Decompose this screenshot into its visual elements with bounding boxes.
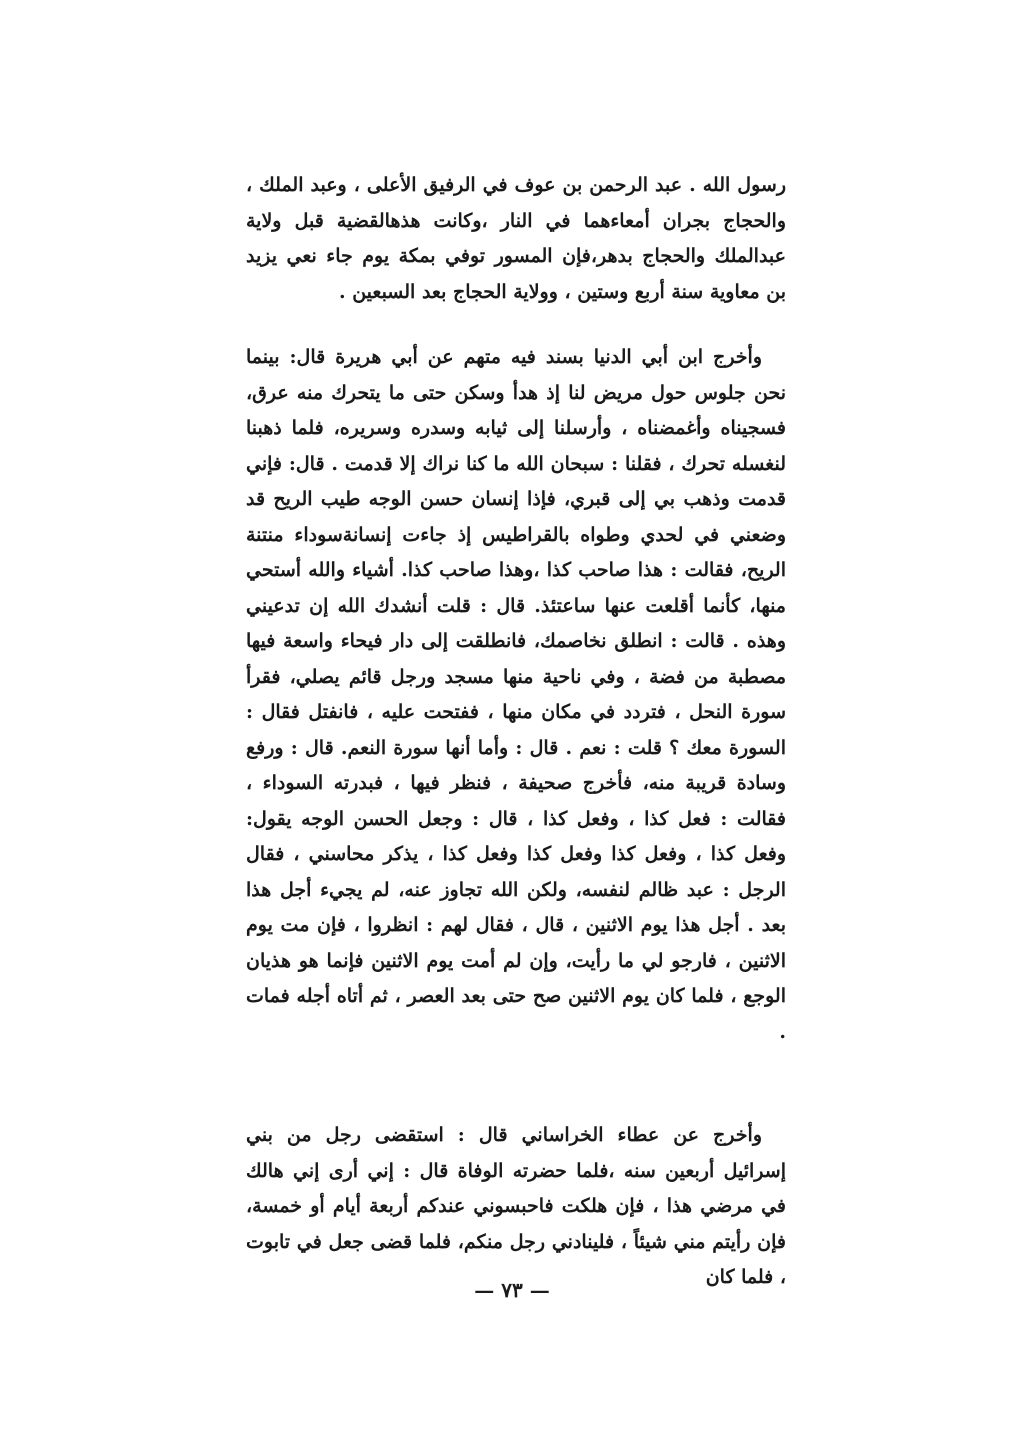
paragraph-2: وأخرج ابن أبي الدنيا بسند فيه متهم عن أبي هريرة قال: بينما نحن جلوس حول مريض لنا إذ هدأ وسكن حتى ما يتحرك منه عرق، فسجيناه وأغمضناه ، وأرسلنا إلى ثيابه وسدره وسريره، فلما ذهبنا لنغسله تحرك ، فقلنا : سبحان الله ما كنا نراك إلا قدمت . قال: فإني قدمت وذهب بي إلى قبري، فإذا إنسان حسن الوجه طيب الريح قد وضعني في لحدي وطواه بالقراطيس إذ جاءت إنسانةسوداء منتنة الريح، فقالت : هذا صاحب كذا ،وهذا صاحب كذا. أشياء والله أستحي منها، كأنما أقلعت عنها ساعتئذ. قال : قلت أنشدك الله إن تدعيني وهذه . قالت : انطلق نخاصمك، فانطلقت إلى دار فيحاء واسعة فيها مصطبة من فضة ، وفي ناحية منها مسجد ورجل قائم يصلي، فقرأ سورة النحل ، فتردد في مكان منها ، ففتحت عليه ، فانفتل فقال : السورة معك ؟ قلت : نعم . قال : وأما أنها سورة النعم. قال : ورفع وسادة قريبة منه، فأخرج صحيفة ، فنظر فيها ، فبدرته السوداء ، فقالت : فعل كذا ، وفعل كذا ، قال : وجعل الحسن الوجه يقول: وفعل كذا ، وفعل كذا وفعل كذا وفعل كذا ، يذكر محاسني ، فقال الرجل : عبد ظالم لنفسه، ولكن الله تجاوز عنه، لم يجيء أجل هذا بعد . أجل هذا يوم الاثنين ، قال ، فقال لهم : انظروا ، فإن مت يوم الاثنين ، فارجو لي ما رأيت، وإن لم أمت يوم الاثنين فإنما هو هذيان الوجع ، فلما كان يوم الاثنين صح حتى بعد العصر ، ثم أتاه أجله فمات . bbox=[246, 346, 786, 1043]
paragraph-3: وأخرج عن عطاء الخراساني قال : استقضى رجل من بني إسرائيل أربعين سنه ،فلما حضرته الوفاة قال : إني أرى إني هالك في مرضي هذا ، فإن هلكت فاحبسوني عندكم أربعة أيام أو خمسة، فإن رأيتم مني شيئاً ، فلينادني رجل منكم، فلما قضى جعل في تابوت ، فلما كان bbox=[246, 1124, 786, 1288]
page-number: — ٧٣ — bbox=[474, 1278, 550, 1302]
paragraph-1: رسول الله . عبد الرحمن بن عوف في الرفيق الأعلى ، وعبد الملك ، والحجاج بجران أمعاءهما في النار ،وكانت هذهالقضية قبل ولاية عبدالملك والحجاج بدهر،فإن المسور توفي بمكة يوم جاء نعي يزيد بن معاوية سنة أربع وستين ، وولاية الحجاج بعد السبعين . bbox=[246, 174, 786, 303]
